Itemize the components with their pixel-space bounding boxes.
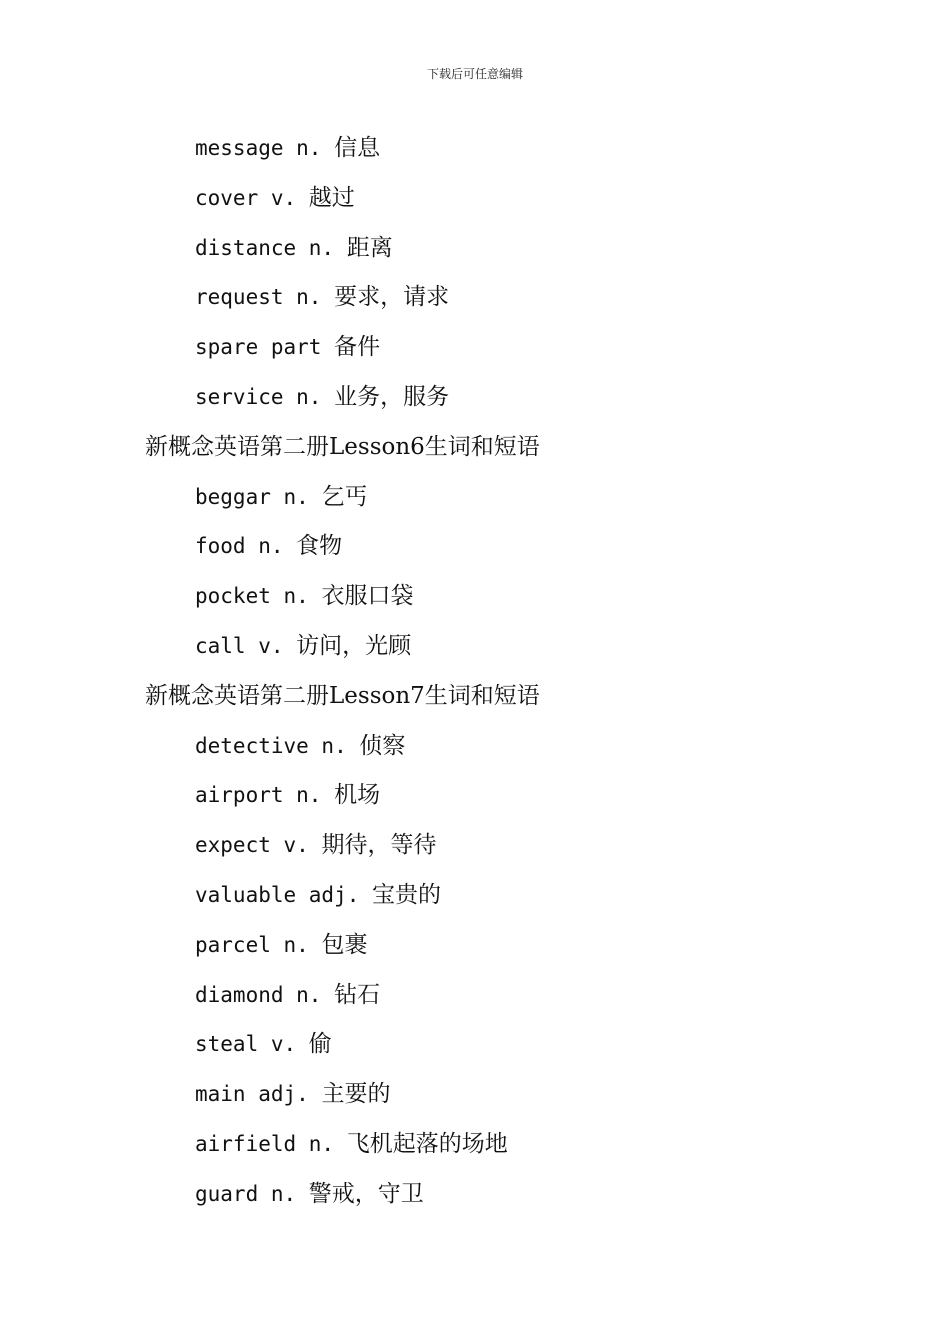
vocab-entry <box>0 124 950 174</box>
vocab-word: beggar n. <box>195 484 322 509</box>
lesson-heading-text: 新概念英语第二册Lesson6生词和短语 <box>145 433 540 460</box>
lesson-heading <box>0 672 950 722</box>
vocab-entry <box>0 871 950 921</box>
vocab-word: spare part <box>195 335 335 360</box>
vocab-entry <box>0 373 950 423</box>
vocab-entry <box>0 622 950 672</box>
vocab-word: expect v. <box>195 833 322 858</box>
page-header: 下载后可任意编辑 <box>426 67 523 81</box>
vocab-word: airfield n. <box>195 1131 347 1156</box>
vocab-entry <box>0 722 950 772</box>
vocab-word: cover v. <box>195 185 309 210</box>
vocab-entry <box>0 522 950 572</box>
vocab-entry <box>0 1170 950 1220</box>
vocab-meaning: 乞丐 <box>321 483 368 510</box>
vocab-word: steal v. <box>195 1032 309 1057</box>
vocab-entry <box>0 323 950 373</box>
vocab-word: pocket n. <box>195 584 322 609</box>
vocab-meaning: 宝贵的 <box>372 881 442 908</box>
vocabulary-list <box>0 124 950 1220</box>
vocab-meaning: 机场 <box>334 782 381 809</box>
vocab-word: distance n. <box>195 235 347 260</box>
vocab-meaning: 要求，请求 <box>334 284 450 311</box>
vocab-word: service n. <box>195 384 335 409</box>
vocab-word: food n. <box>195 534 297 559</box>
vocab-meaning: 越过 <box>308 184 355 211</box>
vocab-meaning: 信息 <box>334 135 381 161</box>
vocab-word: valuable adj. <box>195 882 373 907</box>
lesson-heading-text: 新概念英语第二册Lesson7生词和短语 <box>145 682 540 709</box>
vocab-meaning: 食物 <box>296 533 343 560</box>
vocab-entry <box>0 174 950 224</box>
vocab-word: airport n. <box>195 783 335 808</box>
vocab-entry <box>0 821 950 871</box>
vocab-meaning: 警戒，守卫 <box>308 1180 424 1207</box>
vocab-meaning: 期待，等待 <box>321 832 437 859</box>
lesson-heading <box>0 423 950 473</box>
vocab-entry <box>0 273 950 323</box>
vocab-word: detective n. <box>195 733 360 758</box>
vocab-entry <box>0 224 950 274</box>
vocab-meaning: 距离 <box>346 234 393 261</box>
vocab-word: request n. <box>195 285 335 310</box>
vocab-entry <box>0 473 950 523</box>
vocab-word: call v. <box>195 633 297 658</box>
vocab-word: message n. <box>195 136 335 160</box>
vocab-entry <box>0 1070 950 1120</box>
vocab-word: guard n. <box>195 1181 309 1206</box>
vocab-entry <box>0 1120 950 1170</box>
vocab-meaning: 偷 <box>308 1031 332 1058</box>
vocab-meaning: 业务，服务 <box>334 383 450 410</box>
vocab-meaning: 备件 <box>334 334 381 361</box>
vocab-meaning: 飞机起落的场地 <box>346 1130 508 1157</box>
vocab-entry <box>0 771 950 821</box>
vocab-entry <box>0 572 950 622</box>
vocab-meaning: 主要的 <box>321 1081 391 1108</box>
vocab-meaning: 包裹 <box>321 931 368 958</box>
vocab-entry <box>0 921 950 971</box>
vocab-word: main adj. <box>195 1082 322 1107</box>
vocab-entry <box>0 971 950 1021</box>
vocab-word: diamond n. <box>195 982 335 1007</box>
vocab-meaning: 钻石 <box>334 981 381 1008</box>
vocab-meaning: 衣服口袋 <box>321 583 414 610</box>
vocab-meaning: 侦察 <box>359 732 406 759</box>
vocab-meaning: 访问，光顾 <box>296 632 412 659</box>
vocab-word: parcel n. <box>195 932 322 957</box>
vocab-entry <box>0 1020 950 1070</box>
